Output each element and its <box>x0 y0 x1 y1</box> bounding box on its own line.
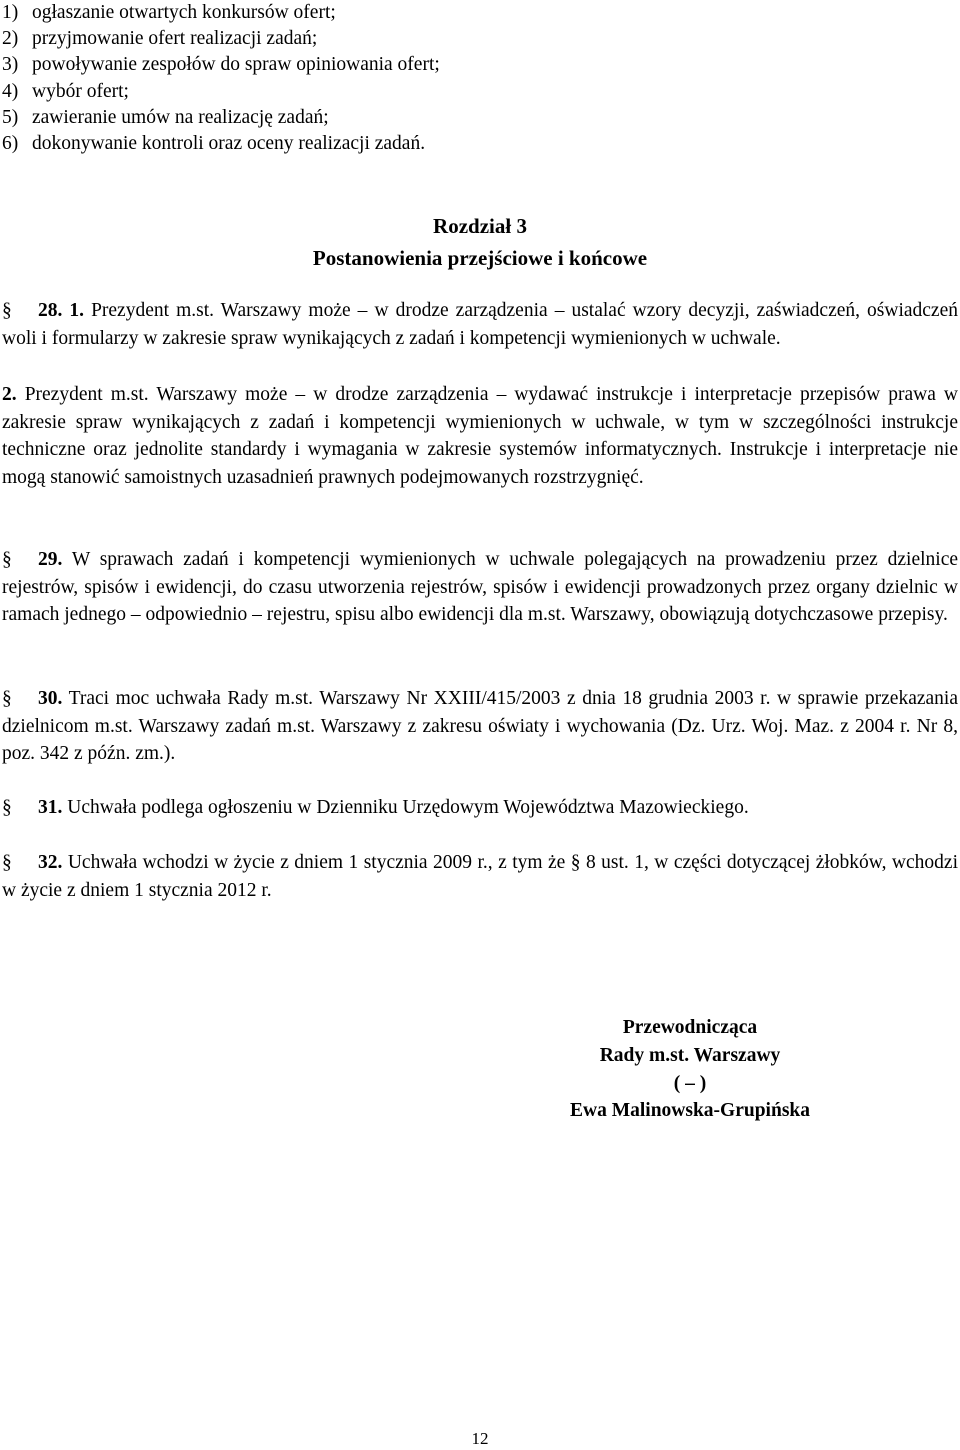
signature-name: Ewa Malinowska-Grupińska <box>569 1100 811 1121</box>
signature-mark: ( – ) <box>673 1073 707 1094</box>
task-list <box>2 0 902 157</box>
section-29-label: 29. <box>38 549 63 570</box>
section-sign: § <box>2 852 12 873</box>
signature-council: Rady m.st. Warszawy <box>599 1045 781 1066</box>
list-item: 3) powoływanie zespołów do spraw opiniowania ofert; <box>2 54 440 76</box>
section-31: § 31. Uchwała podlega ogłoszeniu w Dzienniku Urzędowym Województwa Mazowieckiego. <box>2 794 958 822</box>
section-30: § 30. Traci moc uchwała Rady m.st. Warszawy Nr XXIII/415/2003 z dnia 18 grudnia 2003 r. w sprawie przekazania dzielnicom m.st. Warszawy zadań m.st. Warszawy z zakresu oświaty i wychowania (Dz. Urz. Woj. Maz. z 2004 r. Nr 8, poz. 342 z późn. zm.). <box>2 685 958 768</box>
list-item: 6) dokonywanie kontroli oraz oceny realizacji zadań. <box>2 133 426 155</box>
list-item: 1) ogłaszanie otwartych konkursów ofert; <box>2 2 336 23</box>
section-sign: § <box>2 688 12 709</box>
section-sign: § <box>2 300 12 321</box>
page-number: 12 <box>471 1429 489 1448</box>
signature-title: Przewodnicząca <box>622 1017 758 1038</box>
section-28-paragraph-1: § 28. 1. Prezydent m.st. Warszawy może – w drodze zarządzenia – ustalać wzory decyzji, zaświadczeń, oświadczeń woli i formularzy w zakresie spraw wynikających z zadań i kompetencji wymienionych w uchwale. <box>2 297 958 352</box>
section-sign: § <box>2 797 12 818</box>
list-item: 5) zawieranie umów na realizację zadań; <box>2 106 329 128</box>
section-sign: § <box>2 549 12 570</box>
section-29: § 29. W sprawach zadań i kompetencji wymienionych w uchwale polegających na prowadzeniu przez dzielnice rejestrów, spisów i ewidencji, do czasu utworzenia rejestrów, spisów i ewidencji prowadzonych przez organy dzielnic w ramach jednego – odpowiednio – rejestru, spisu albo ewidencji dla m.st. Warszawy, obowiązują dotychczasowe przepisy. <box>2 546 958 629</box>
section-28-paragraph-2: 2. Prezydent m.st. Warszawy może – w drodze zarządzenia – wydawać instrukcje i interpretacje przepisów prawa w zakresie spraw wynikających z zadań i kompetencji wymienionych w uchwale, w tym w szczególności instrukcje techniczne oraz jednolite standardy i wymagania w zakresie systemów informatycznych. Instrukcje i interpretacje nie mogą stanowić samoistnych uzasadnień prawnych podejmowanych rozstrzygnięć. <box>2 384 958 488</box>
list-item: 2) przyjmowanie ofert realizacji zadań; <box>2 28 318 50</box>
section-32-label: 32. <box>38 852 63 873</box>
section-30-label: 30. <box>38 688 63 709</box>
section-32: § 32. Uchwała wchodzi w życie z dniem 1 stycznia 2009 r., z tym że § 8 ust. 1, w części dotyczącej żłobków, wchodzi w życie z dniem 1 stycznia 2012 r. <box>2 849 958 904</box>
chapter-title: Postanowienia przejściowe i końcowe <box>312 246 648 270</box>
chapter-number: Rozdział 3 <box>433 214 527 238</box>
section-28-label: 28. 1. <box>38 300 85 321</box>
paragraph-2-label: 2. <box>2 384 17 405</box>
section-31-label: 31. <box>38 797 63 818</box>
list-item: 4) wybór ofert; <box>2 80 129 102</box>
